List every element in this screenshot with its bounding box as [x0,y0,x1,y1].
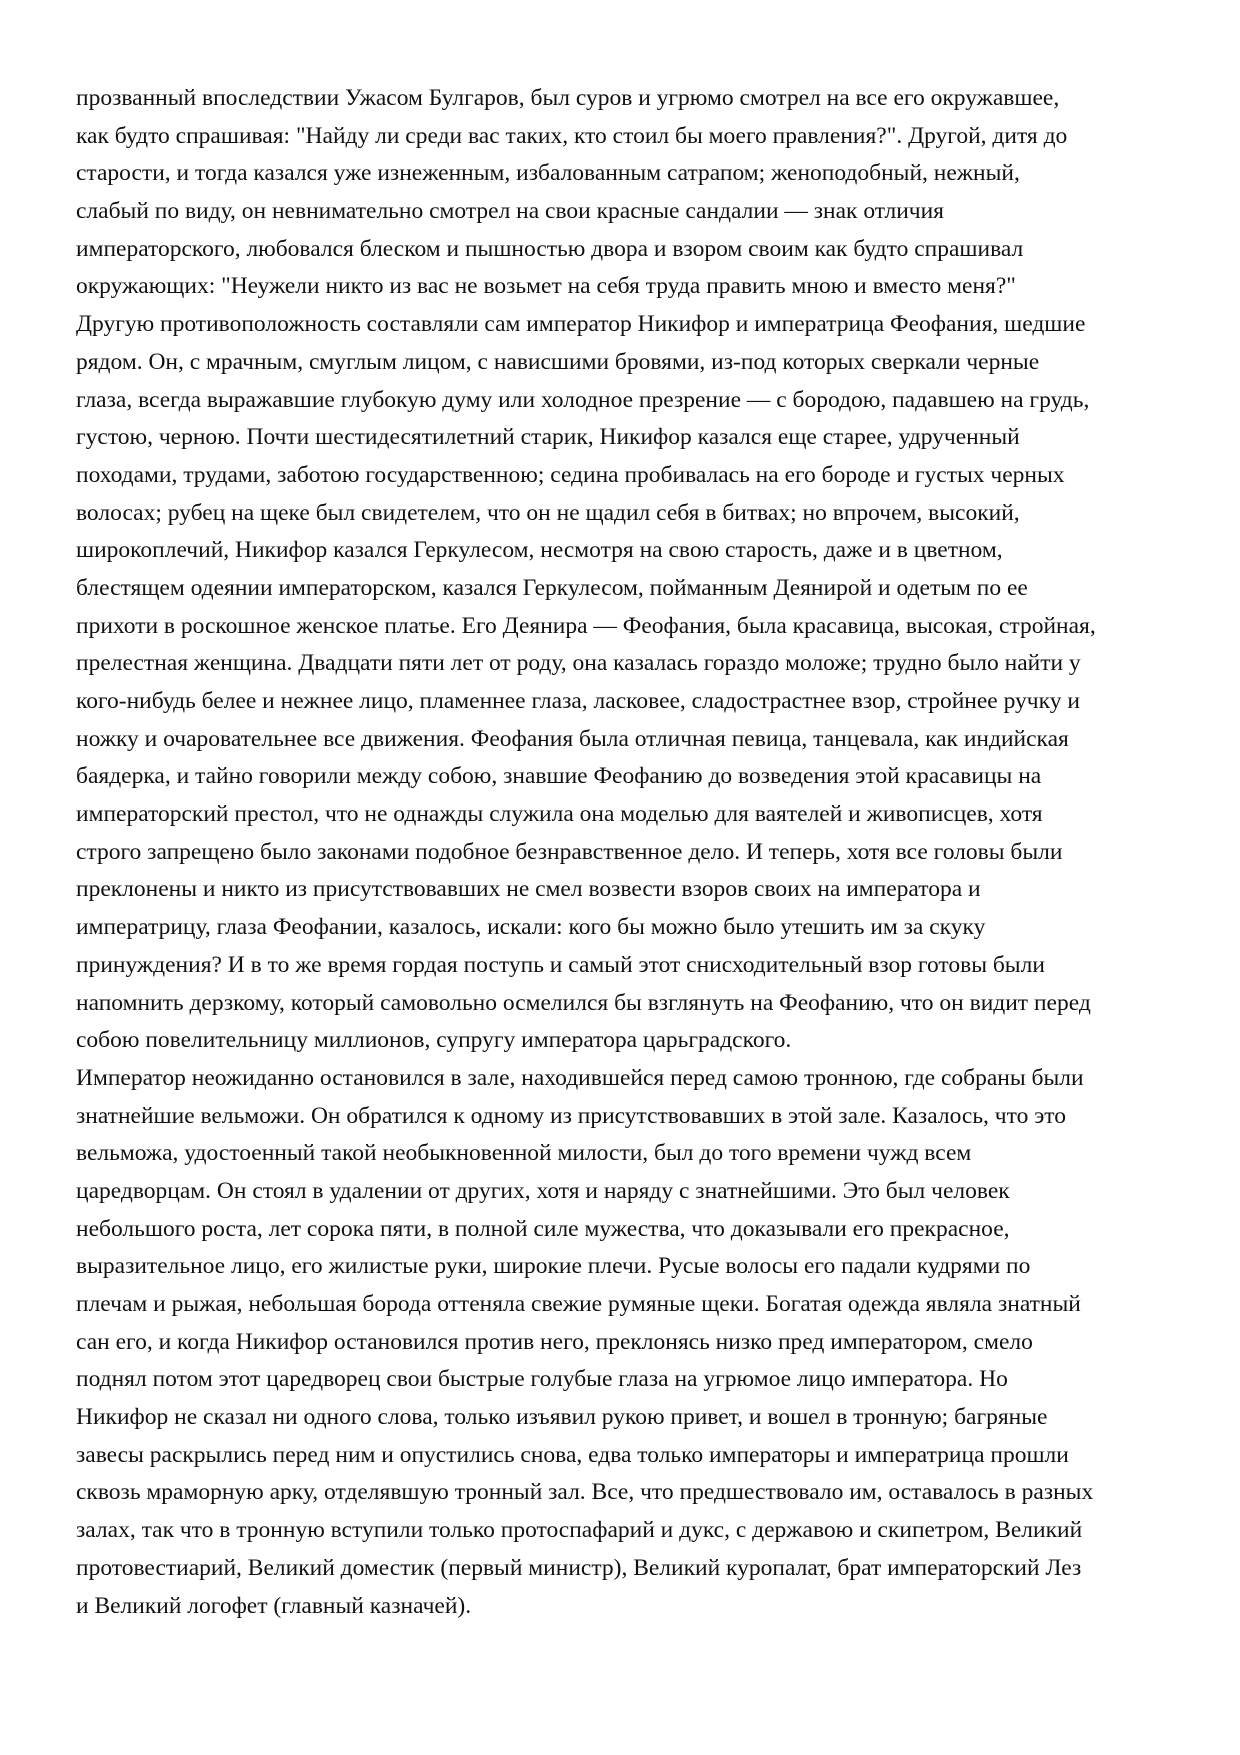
text-line: как будто спрашивая: "Найду ли среди вас таких, кто стоил бы моего правления?". Другой, дитя до [76,122,1068,149]
text-line: Другую противоположность составляли сам император Никифор и императрица Феофания, шедшие [76,311,1086,338]
text-line: Никифор не сказал ни одного слова, только изъявил рукою привет, и вошел в тронную; багряные [76,1404,1048,1431]
text-line: небольшого роста, лет сорока пяти, в полной силе мужества, что доказывали его прекрасное, [76,1215,1010,1242]
text-line: слабый по виду, он невнимательно смотрел на свои красные сандалии — знак отличия [76,198,944,225]
text-line: императрицу, глаза Феофании, казалось, искали: кого бы можно было утешить им за скуку [76,914,986,941]
text-line: волосах; рубец на щеке был свидетелем, что он не щадил себя в битвах; но впрочем, высокий, [76,499,1020,526]
document-page [76,80,1176,1625]
text-line: напомнить дерзкому, который самовольно осмелился бы взглянуть на Феофанию, что он видит перед [76,989,1091,1016]
text-line: императорский престол, что не однажды служила она моделью для ваятелей и живописцев, хотя [76,801,1043,828]
text-line: баядерка, и тайно говорили между собою, знавшие Феофанию до возведения этой красавицы на [76,763,1042,790]
text-line: собою повелительницу миллионов, супругу императора царьградского. [76,1027,792,1054]
text-line: прихоти в роскошное женское платье. Его Деянира — Феофания, была красавица, высокая, стройная, [76,612,1096,639]
text-line: сан его, и когда Никифор остановился против него, преклонясь низко пред императором, смело [76,1328,1033,1355]
text-line: вельможа, удостоенный такой необыкновенной милости, был до того времени чужд всем [76,1140,972,1167]
text-line: знатнейшие вельможи. Он обратился к одному из присутствовавших в этой зале. Казалось, что это [76,1102,1067,1129]
document-text [76,80,1176,1625]
text-line: залах, так что в тронную вступили только протоспафарий и дукс, с державою и скипетром, Великий [76,1517,1083,1544]
text-line: принуждения? И в то же время гордая поступь и самый этот снисходительный взор готовы были [76,951,1045,978]
text-line: и Великий логофет (главный казначей). [76,1592,472,1619]
text-line: прелестная женщина. Двадцати пяти лет от роду, она казалась гораздо моложе; трудно было найти у [76,650,1081,677]
text-line: рядом. Он, с мрачным, смуглым лицом, с нависшими бровями, из-под которых сверкали черные [76,348,1040,375]
text-line: блестящем одеянии императорском, казался Геркулесом, пойманным Деянирой и одетым по ее [76,574,1028,601]
text-line: ножку и очаровательнее все движения. Феофания была отличная певица, танцевала, как индийская [76,725,1069,752]
text-line: протовестиарий, Великий доместик (первый министр), Великий куропалат, брат императорский Лез [76,1554,1082,1581]
text-line: завесы раскрылись перед ним и опустились снова, едва только императоры и императрица прошли [76,1441,1069,1468]
text-line: старости, и тогда казался уже изнеженным, избалованным сатрапом; женоподобный, нежный, [76,160,1020,187]
text-line: кого-нибудь белее и нежнее лицо, пламеннее глаза, ласковее, сладострастнее взор, стройнее ручку и [76,688,1080,714]
text-line: преклонены и никто из присутствовавших не смел возвести взоров своих на императора и [76,876,981,903]
text-line: окружающих: "Неужели никто из вас не возьмет на себя труда править мною и вместо меня?" [76,273,1016,300]
text-line: императорского, любовался блеском и пышностью двора и взором своим как будто спрашивал [76,235,1024,262]
text-line: выразительное лицо, его жилистые руки, широкие плечи. Русые волосы его падали кудрями по [76,1253,1031,1280]
text-line: сквозь мраморную арку, отделявшую тронный зал. Все, что предшествовало им, оставалось в разных [76,1479,1094,1506]
text-line: густою, черною. Почти шестидесятилетний старик, Никифор казался еще старее, удрученный [76,424,1020,451]
text-line: строго запрещено было законами подобное безнравственное дело. И теперь, хотя все головы были [76,838,1063,865]
text-line: Император неожиданно остановился в зале, находившейся перед самою тронною, где собраны были [76,1064,1084,1091]
text-line: плечам и рыжая, небольшая борода оттеняла свежие румяные щеки. Богатая одежда являла знатный [76,1291,1081,1317]
text-line: поднял потом этот царедворец свои быстрые голубые глаза на угрюмое лицо императора. Но [76,1366,1008,1393]
text-line: глаза, всегда выражавшие глубокую думу или холодное презрение — с бородою, падавшею на грудь, [76,386,1090,413]
text-line: широкоплечий, Никифор казался Геркулесом, несмотря на свою старость, даже и в цветном, [76,537,1003,564]
text-line: царедворцам. Он стоял в удалении от других, хотя и наряду с знатнейшими. Это был человек [76,1177,1010,1204]
text-line: прозванный впоследствии Ужасом Булгаров, был суров и угрюмо смотрел на все его окружавшее, [76,85,1060,111]
text-line: походами, трудами, заботою государственною; седина пробивалась на его бороде и густых черных [76,461,1065,488]
